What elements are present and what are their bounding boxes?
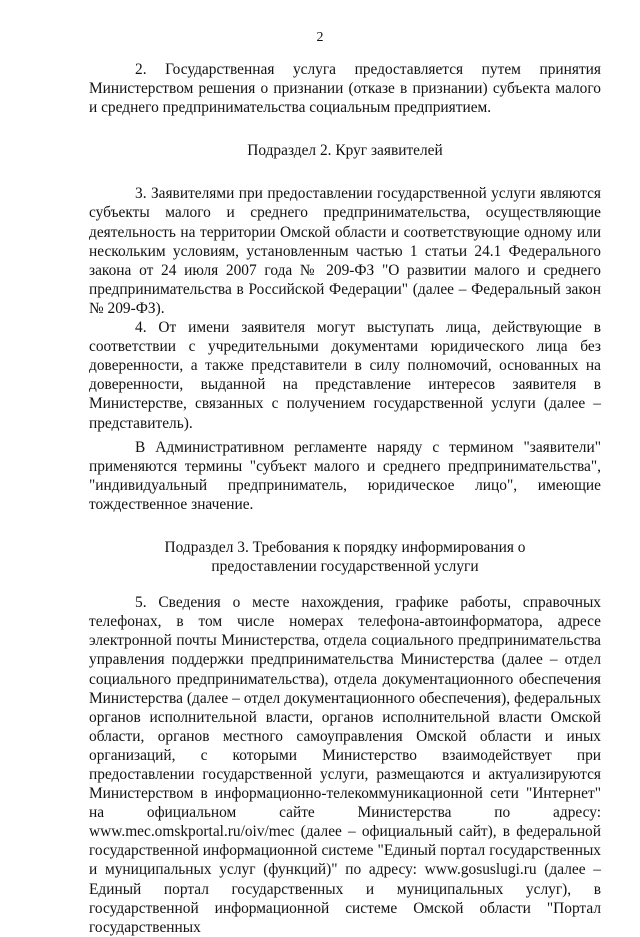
paragraph-2: 2. Государственная услуга предоставляется путем принятия Министерством решения о признании (отказе в признании) субъекта малого и среднего предпринимательства социальным предприятием. [89, 61, 601, 117]
section-3-heading-line-2: предоставлении государственной услуги [211, 558, 479, 576]
paragraph-3: 3. Заявителями при предоставлении государственной услуги являются субъекты малого и среднего предпринимательства, осуществляющие деятельность на территории Омской области и соответствующие одному или нескольким условиям, установленным частью 1 статьи 24.1 Федерального закона от 24 июля 2007 года № 209-ФЗ "О развитии малого и среднего предпринимательства в Российской Федерации" (далее – Федеральный закон № 209-ФЗ). [89, 185, 601, 317]
page-number: 2 [316, 30, 324, 45]
section-2-heading: Подраздел 2. Круг заявителей [247, 142, 443, 160]
paragraph-5: 5. Сведения о месте нахождения, графике работы, справочных телефонах, в том числе номерах телефона-автоинформатора, адресе электронной почты Министерства, отдела социального предпринимательства управления поддержки предпринимательства Министерства (далее – отдел социального предпринимательства), отдела документационного обеспечения Министерства (далее – отдел документационного обеспечения), федеральных органов исполнительной власти, органов исполнительной власти Омской области, органов местного самоуправления Омской области и иных организаций, с которыми Министерство взаимодействует при предоставлении государственной услуги, размещаются и актуализируются Министерством в информационно-телекоммуникационной сети "Интернет" на официальном сайте Министерства по адресу: www.mec.omskportal.ru/oiv/mec (далее – официальный сайт), в федеральной государственной информационной системе "Единый портал государственных и муниципальных услуг (функций)" по адресу: www.gosuslugi.ru (далее – Единый портал государственных и муниципальных услуг), в государственной информационной системе Омской области "Портал государственных [89, 594, 601, 936]
paragraph-4: 4. От имени заявителя могут выступать лица, действующие в соответствии с учредительными документами юридического лица без доверенности, а также представители в силу полномочий, основанных на доверенности, выданной на представление интересов заявителя в Министерстве, связанных с получением государственной услуги (далее – представитель). [89, 319, 601, 432]
paragraph-4-terms: В Административном регламенте наряду с термином "заявители" применяются термины "субъект малого и среднего предпринимательства", "индивидуальный предприниматель, юридическое лицо", имеющие тождественное значение. [89, 438, 601, 513]
section-3-heading-line-1: Подраздел 3. Требования к порядку информирования о [164, 538, 526, 556]
document-body [89, 60, 601, 937]
